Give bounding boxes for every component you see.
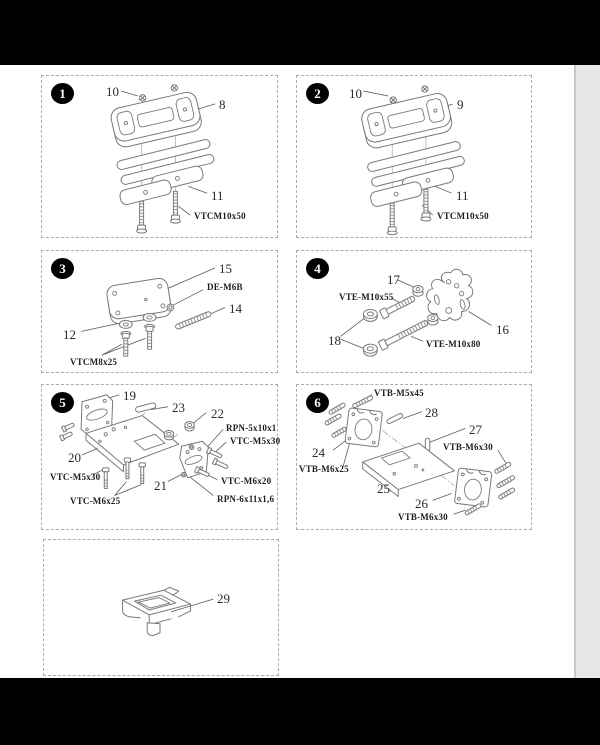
part-label-10: 10 [106, 84, 119, 99]
panel-2-badge: 2 [306, 83, 329, 104]
part-label-28: 28 [425, 405, 438, 420]
fastener-label-vtb-m6x30-right: VTB-M6x30 [443, 442, 493, 452]
fastener-label-vtc-m6x25: VTC-M6x25 [70, 496, 121, 506]
part-label-27: 27 [469, 422, 482, 437]
fastener-label-vte-m10x80: VTE-M10x80 [426, 339, 481, 349]
right-bracket-part-26 [454, 468, 492, 507]
studs-vtb-m6x25 [324, 403, 346, 438]
part-label-21: 21 [154, 478, 167, 493]
small-screws-left [60, 422, 75, 441]
fastener-label-vtc-m6x20: VTC-M6x20 [221, 476, 272, 486]
bushings-part-22 [164, 422, 194, 440]
part-label-11: 11 [456, 188, 469, 203]
panel-4-badge: 4 [306, 258, 329, 279]
panel-4-drawing [297, 251, 531, 372]
part-label-20: 20 [68, 450, 81, 465]
fastener-label-rpn-6x11x16: RPN-6x11x1,6 [217, 494, 275, 504]
nut-de-m6b [167, 304, 174, 311]
bolt-vte-m10x80 [378, 318, 429, 350]
pin-part-23 [135, 402, 156, 412]
fastener-label-vtc-m5x30-right: VTC-M5x30 [230, 436, 281, 446]
panel-7-drawing [44, 540, 278, 675]
part-label-29: 29 [217, 591, 230, 606]
bracket-part-29 [123, 587, 191, 635]
part-label-19: 19 [123, 388, 136, 403]
panel-1-badge: 1 [51, 83, 74, 104]
adapter-plate-part-15 [106, 277, 173, 325]
bottom-letterbox-bar [0, 678, 600, 745]
stud-vtb-m5x45 [352, 395, 373, 408]
part-label-22: 22 [211, 406, 224, 421]
panel-5-badge: 5 [51, 392, 74, 413]
fastener-label-vte-m10x55: VTE-M10x55 [339, 292, 394, 302]
top-plate-part-9 [360, 92, 454, 150]
panel-1 [41, 75, 278, 238]
part-label-10: 10 [349, 86, 362, 101]
fastener-label-vtb-m6x25: VTB-M6x25 [299, 464, 349, 474]
panel-3 [41, 250, 278, 373]
part-label-23: 23 [172, 400, 185, 415]
panel-6-drawing [297, 385, 531, 529]
panel-2-drawing [297, 76, 531, 237]
panel-6-badge: 6 [306, 392, 329, 413]
panel-2 [296, 75, 532, 238]
part-label-15: 15 [219, 261, 232, 276]
bolts-vtcm8x25 [121, 324, 155, 356]
part-label-12: 12 [63, 327, 76, 342]
bracket-part-16 [427, 269, 473, 320]
part-label-14: 14 [229, 301, 242, 316]
part-label-17: 17 [387, 272, 400, 287]
fastener-label-vtcm10x50: VTCM10x50 [437, 211, 489, 221]
scrollbar-track[interactable] [574, 65, 600, 678]
fastener-label-vtc-m5x30-left: VTC-M5x30 [50, 472, 101, 482]
studs-vtb-m6x30-right [494, 462, 515, 500]
part-label-9: 9 [457, 97, 464, 112]
threaded-pin-part-14 [175, 311, 212, 330]
part-label-11: 11 [211, 188, 224, 203]
fastener-label-vtb-m6x30-bottom: VTB-M6x30 [398, 512, 448, 522]
part-label-24: 24 [312, 445, 325, 460]
caps-part-18 [363, 309, 377, 356]
part-label-26: 26 [415, 496, 428, 511]
fastener-label-vtcm8x25: VTCM8x25 [70, 357, 118, 367]
panel-6 [296, 384, 532, 530]
fastener-label-vtcm10x50: VTCM10x50 [194, 211, 246, 221]
panel-7 [43, 539, 279, 676]
part-label-25: 25 [377, 481, 390, 496]
fastener-label-de-m6b: DE-M6B [207, 282, 243, 292]
stud-part-28 [386, 413, 403, 424]
fastener-label-vtb-m5x45: VTB-M5x45 [374, 388, 424, 398]
panel-5 [41, 384, 281, 530]
part-label-8: 8 [219, 97, 226, 112]
left-bracket-part-24 [345, 408, 383, 447]
part-label-16: 16 [496, 322, 509, 337]
panel-3-badge: 3 [51, 258, 74, 279]
panel-4 [296, 250, 532, 373]
top-plate-part-8 [109, 90, 203, 148]
top-letterbox-bar [0, 0, 600, 65]
part-label-18: 18 [328, 333, 341, 348]
fastener-label-rpn-5x10x1: RPN-5x10x1 [226, 423, 277, 433]
